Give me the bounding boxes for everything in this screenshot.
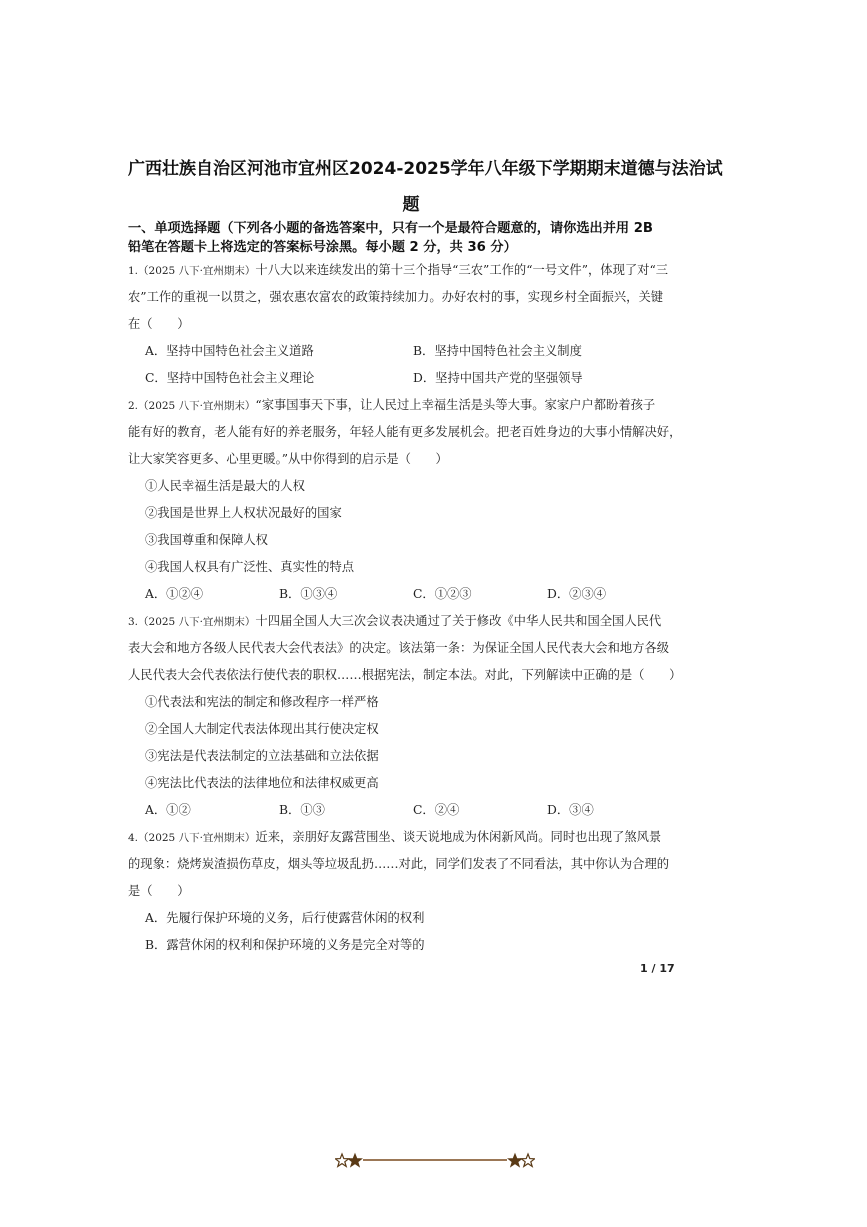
q3-option-c: C．②④: [413, 803, 460, 817]
exam-title-line2: 题: [402, 195, 420, 215]
q3-statement-4: ④宪法比代表法的法律地位和法律权威更高: [145, 776, 379, 790]
q1-option-a: A．坚持中国特色社会主义道路: [145, 344, 314, 358]
q3-stem-line2: 表大会和地方各级人民代表大会代表法》的决定。该法第一条：为保证全国人民代表大会和地方各级: [128, 641, 670, 655]
q2-source-tag: 2.（2025 八下·宜州期末）: [128, 400, 256, 412]
q1-stem-line2: 农”工作的重视一以贯之，强农惠农富农的政策持续加力。办好农村的事，实现乡村全面振兴，关键: [128, 290, 664, 304]
q2-option-a: A．①②④: [145, 587, 204, 601]
q1-stem-line1: [128, 260, 668, 278]
q4-source-tag: 4.（2025 八下·宜州期末）: [128, 832, 256, 844]
q4-option-a: A．先履行保护环境的义务，后行使露营休闲的权利: [145, 911, 425, 925]
q2-option-d: D．②③④: [547, 587, 607, 601]
q3-option-b: B．①③: [279, 803, 325, 817]
q2-statement-2: ②我国是世界上人权状况最好的国家: [145, 506, 342, 520]
q3-source-tag: 3.（2025 八下·宜州期末）: [128, 616, 256, 628]
q2-stem-line1: [128, 395, 655, 413]
exam-title-line1: 广西壮族自治区河池市宜州区2024-2025学年八年级下学期期末道德与法治试: [128, 159, 723, 179]
q4-stem-line3: 是（ ）: [128, 884, 190, 898]
star-icon: [348, 1154, 361, 1166]
star-icon: [335, 1154, 348, 1166]
q2-stem-line2: 能有好的教育，老人能有好的养老服务，年轻人能有更多发展机会。把老百姓身边的大事小情解决好，: [128, 425, 682, 439]
q3-statement-1: ①代表法和宪法的制定和修改程序一样严格: [145, 695, 379, 709]
q3-option-d: D．③④: [547, 803, 594, 817]
footer-stars-right: [508, 1154, 534, 1166]
q3-stem-text: 十四届全国人大三次会议表决通过了关于修改《中华人民共和国全国人民代: [255, 614, 662, 628]
q2-stem-line3: 让大家笑容更多、心里更暖。”从中你得到的启示是（ ）: [128, 452, 448, 466]
q3-option-a: A．①②: [145, 803, 191, 817]
page-number: 1 / 17: [640, 962, 675, 975]
q2-statement-3: ③我国尊重和保障人权: [145, 533, 268, 547]
q4-option-b: B．露营休闲的权利和保护环境的义务是完全对等的: [145, 938, 425, 952]
q3-stem-line1: [128, 611, 661, 629]
q2-stem-text: “家事国事天下事，让人民过上幸福生活是头等大事。家家户户都盼着孩子: [255, 398, 656, 412]
footer-stars-left: [335, 1154, 361, 1166]
q2-statement-1: ①人民幸福生活是最大的人权: [145, 479, 305, 493]
section-header-line2: 铅笔在答题卡上将选定的答案标号涂黑。每小题 2 分，共 36 分）: [128, 240, 517, 255]
q1-option-d: D．坚持中国共产党的坚强领导: [413, 371, 583, 385]
q4-stem-text: 近来，亲朋好友露营围坐、谈天说地成为休闲新风尚。同时也出现了煞风景: [255, 830, 662, 844]
q1-stem-line3: 在（ ）: [128, 317, 190, 331]
q4-stem-line1: [128, 827, 661, 845]
q3-statement-3: ③宪法是代表法制定的立法基础和立法依据: [145, 749, 379, 763]
q4-stem-line2: 的现象：烧烤炭渣损伤草皮，烟头等垃圾乱扔……对此，同学们发表了不同看法，其中你认为合理的: [128, 857, 670, 871]
q1-option-c: C．坚持中国特色社会主义理论: [145, 371, 315, 385]
star-icon: [521, 1154, 534, 1166]
star-icon: [508, 1154, 521, 1166]
q1-stem-text: 十八大以来连续发出的第十三个指导“三农”工作的“一号文件”，体现了对“三: [255, 263, 669, 277]
q1-option-b: B．坚持中国特色社会主义制度: [413, 344, 582, 358]
footer-ornament: [335, 1151, 535, 1169]
q2-statement-4: ④我国人权具有广泛性、真实性的特点: [145, 560, 355, 574]
q3-statement-2: ②全国人大制定代表法体现出其行使决定权: [145, 722, 379, 736]
q3-stem-line3: 人民代表大会代表依法行使代表的职权……根据宪法，制定本法。对此，下列解读中正确的是（ ）: [128, 668, 682, 682]
q2-option-c: C．①②③: [413, 587, 472, 601]
q2-option-b: B．①③④: [279, 587, 338, 601]
q1-source-tag: 1.（2025 八下·宜州期末）: [128, 265, 256, 277]
section-header-line1: 一、单项选择题（下列各小题的备选答案中，只有一个是最符合题意的，请你选出并用 2B: [128, 221, 653, 236]
